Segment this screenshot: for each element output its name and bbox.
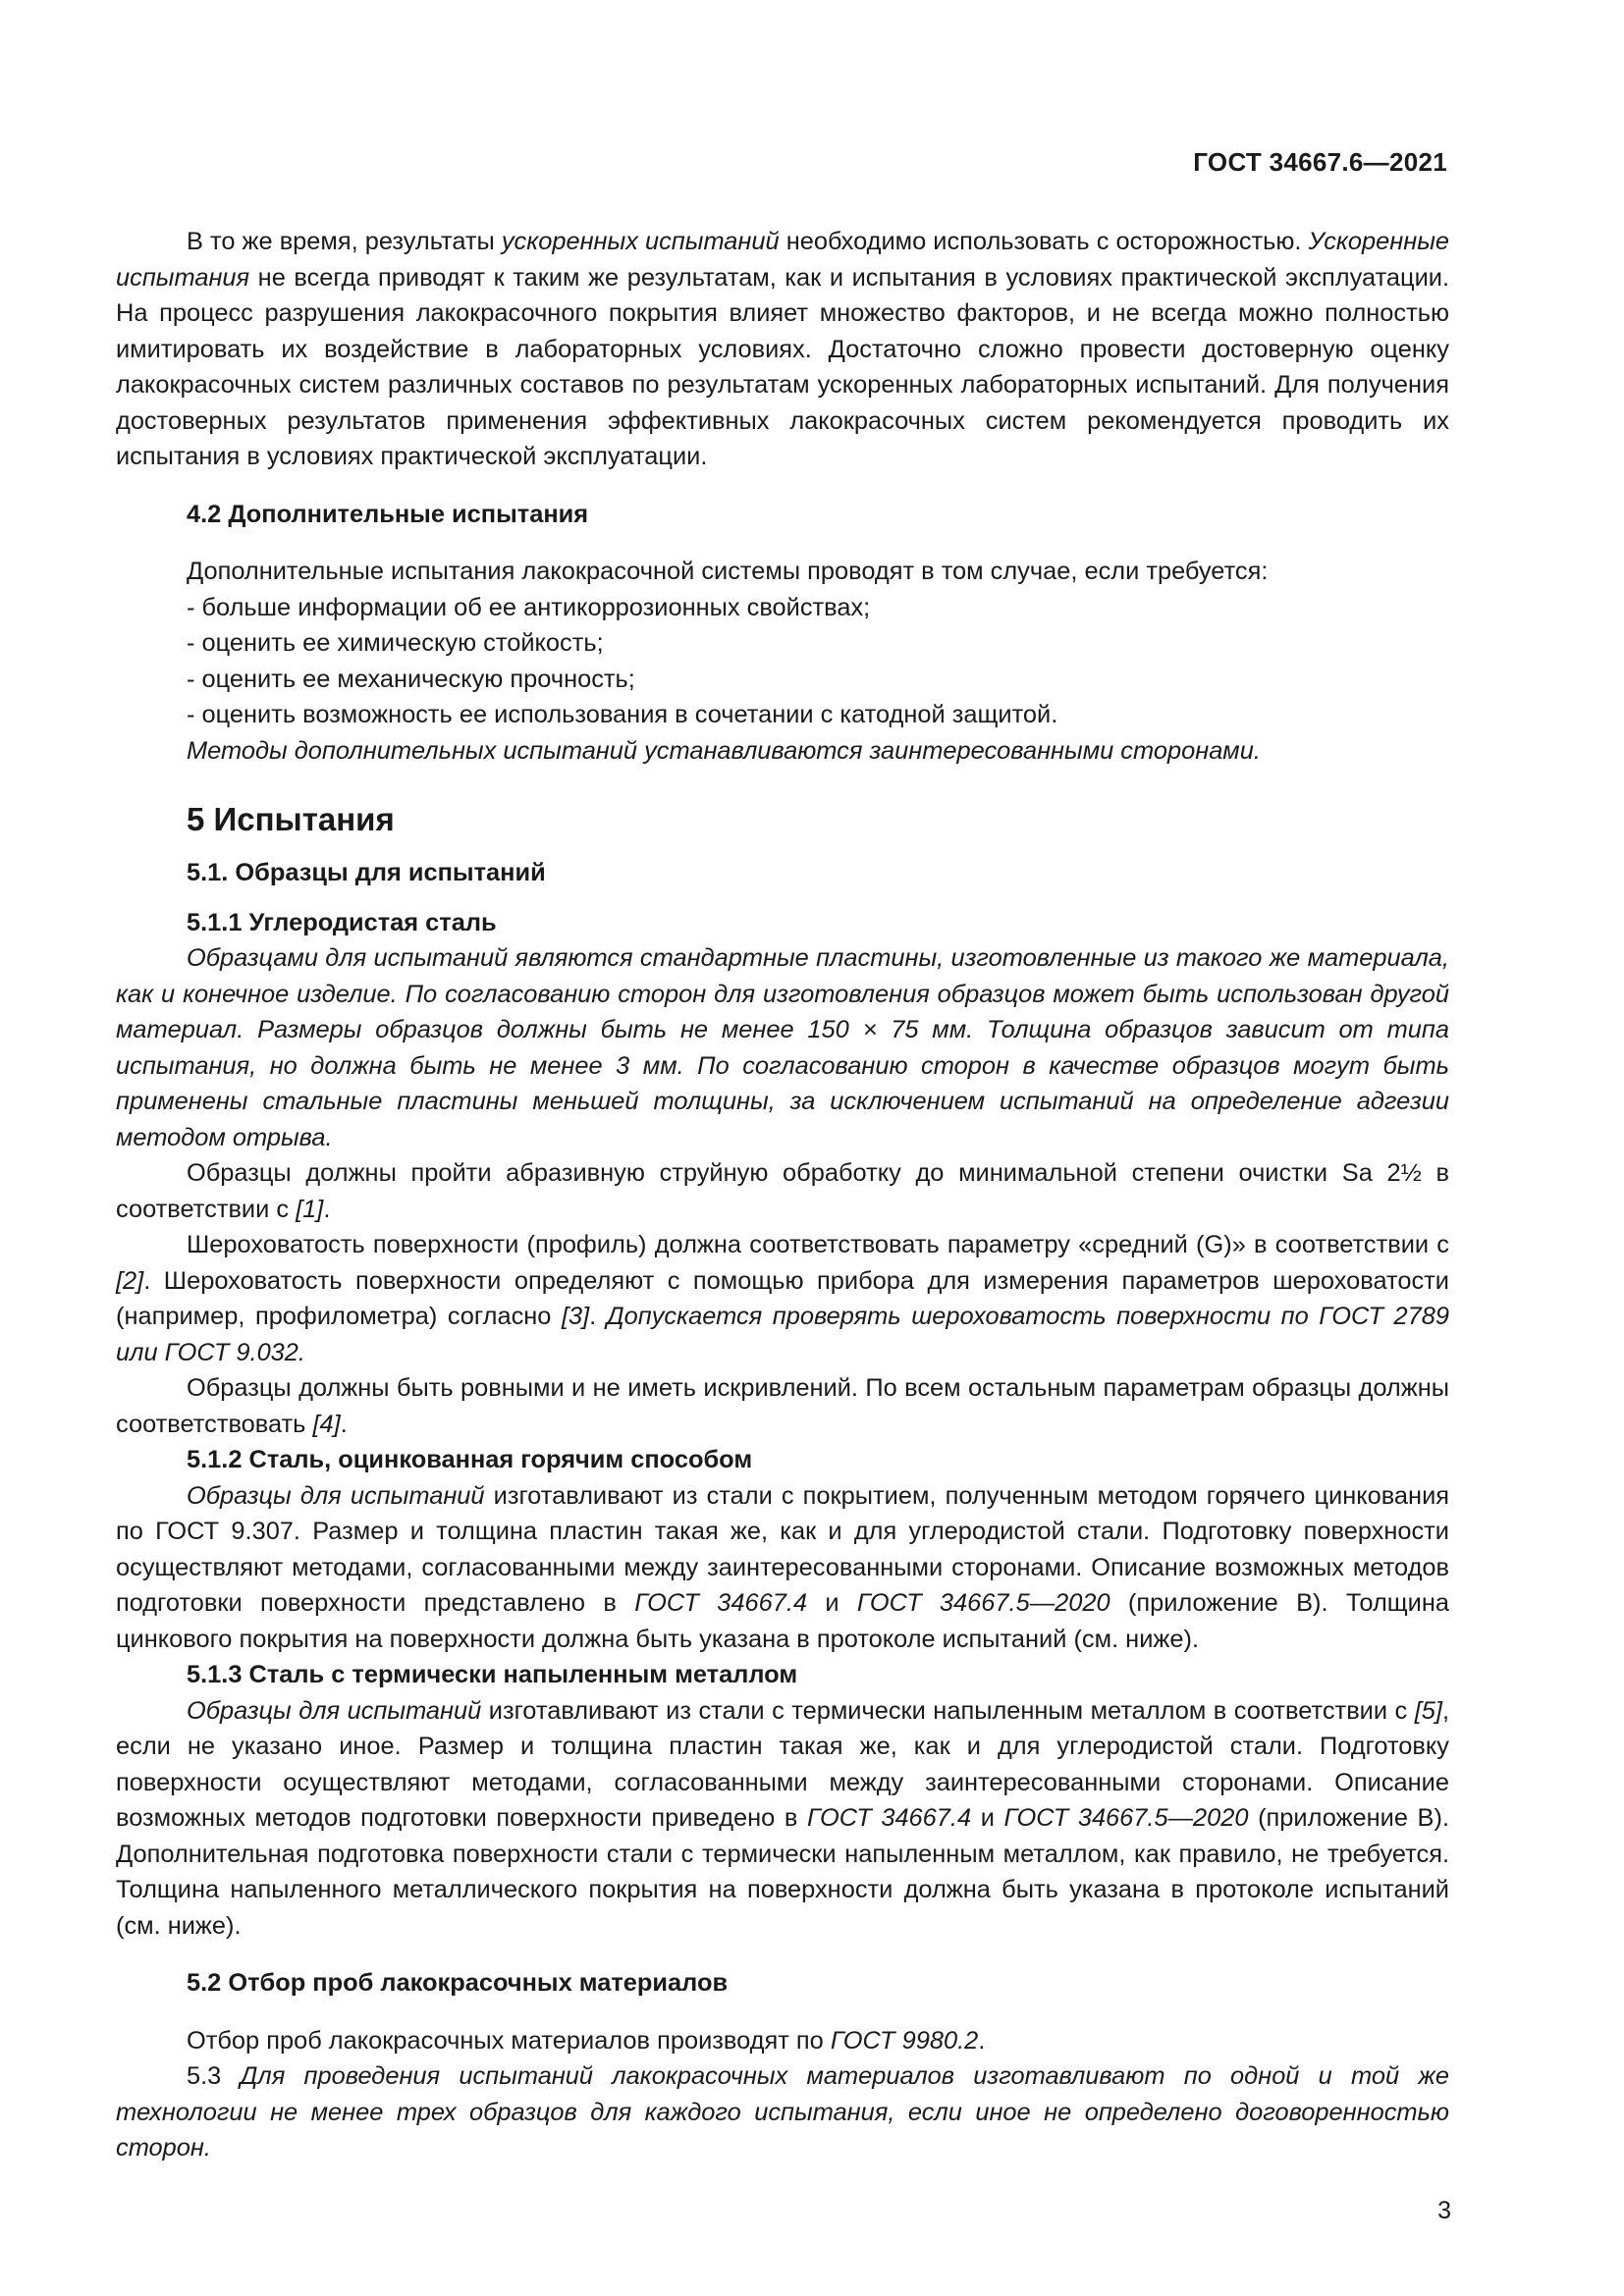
text-run: и — [971, 1804, 1004, 1832]
standard-ref: ГОСТ 34667.5—2020 — [1003, 1804, 1249, 1832]
citation-ref: [3] — [561, 1303, 590, 1330]
text-run: и — [807, 1589, 857, 1617]
heading-5-2: 5.2 Отбор проб лакокрасочных материалов — [187, 1969, 729, 1997]
heading-4-2: 4.2 Дополнительные испытания — [187, 500, 589, 528]
text-run: 5.3 — [187, 2062, 241, 2090]
heading-5-1-1: 5.1.1 Углеродистая сталь — [187, 908, 497, 936]
heading-5: 5 Испытания — [187, 801, 395, 837]
standard-ref: ГОСТ 34667.4 — [807, 1804, 972, 1832]
text-run: . — [340, 1410, 348, 1438]
text-run: изготавливают из стали с покрытием, полученным методом горячего цинкования по ГОСТ 9.307. Размер и толщина пластин такая же, как и для углеродистой стали. Подготовку поверхности осуществляют методами, согласованными между заинтересованными сторонами. Описание возможных методов подготовки поверхности представлено в — [116, 1481, 1450, 1617]
text-run: Отбор проб лакокрасочных материалов производят по — [187, 2026, 831, 2055]
text-run: (приложение В). Толщина цинкового покрытия на поверхности должна быть указана в протоколе испытаний (см. ниже). — [116, 1589, 1449, 1653]
paragraph-intro — [116, 224, 1449, 475]
text-run: необходимо использовать с осторожностью. — [779, 228, 1309, 255]
standard-ref: ГОСТ 34667.4 — [634, 1589, 808, 1617]
citation-ref: [4] — [312, 1410, 341, 1438]
italic-term: Образцы для испытаний — [187, 1481, 485, 1510]
paragraph-4-2-intro: Дополнительные испытания лакокрасочной системы проводят в том случае, если требуется: — [187, 558, 1269, 585]
italic-text: Допускается проверять шероховатость поверхности по ГОСТ 2789 или ГОСТ 9.032. — [116, 1303, 1449, 1366]
italic-term: Ускоренные испытания — [116, 228, 1449, 292]
citation-ref: [1] — [296, 1195, 324, 1223]
text-run: Шероховатость поверхности (профиль) должна соответствовать параметру «средний (G)» в соответствии с — [187, 1231, 1449, 1258]
page-number: 3 — [1437, 2197, 1451, 2224]
text-run: Образцы должны быть ровными и не иметь искривлений. По всем остальным параметрам образцы должны соответствовать — [116, 1374, 1449, 1438]
citation-ref: [2] — [116, 1266, 144, 1295]
paragraph-5-1-1-b — [116, 1155, 1449, 1227]
text-run: . — [323, 1195, 331, 1223]
paragraph-5-2 — [116, 2023, 1449, 2059]
running-header: ГОСТ 34667.6—2021 — [1193, 147, 1447, 177]
text-run: изготавливают из стали с термически напыленным металлом в соответствии с — [481, 1696, 1415, 1725]
text-run: (приложение В). Дополнительная подготовка поверхности стали с термически напыленным металлом, как правило, не требуется. Толщина напыленного металлического покрытия на поверхности должна быть указана в протоколе испытаний (см. ниже). — [116, 1804, 1450, 1940]
heading-5-1-3: 5.1.3 Сталь с термически напыленным металлом — [187, 1661, 798, 1688]
italic-text: Образцами для испытаний являются стандартные пластины, изготовленные из такого же материала, как и конечное изделие. По согласованию сторон для изготовления образцов может быть использован другой материал. Размеры образцов должны быть не менее 150 × 75 мм. Толщина образцов зависит от типа испытания, но должна быть не менее 3 мм. По согласованию сторон в качестве образцов могут быть применены стальные пластины меньшей толщины, за исключением испытаний на определение адгезии методом отрыва. — [116, 944, 1449, 1151]
list-item: - оценить ее механическую прочность; — [187, 665, 635, 693]
list-item: - больше информации об ее антикоррозионных свойствах; — [187, 593, 871, 621]
page-content — [116, 224, 1449, 2166]
italic-note: Методы дополнительных испытаний устанавливаются заинтересованными сторонами. — [187, 736, 1261, 765]
paragraph-4-2-note — [116, 733, 1449, 770]
text-run: не всегда приводят к таким же результатам, как и испытания в условиях практической эксплуатации. На процесс разрушения лакокрасочного покрытия влияет множество факторов, и не всегда можно полностью имитировать их воздействие в лабораторных условиях. Достаточно сложно провести достоверную оценку лакокрасочных систем различных составов по результатам ускоренных лабораторных испытаний. Для получения достоверных результатов применения эффективных лакокрасочных систем рекомендуется проводить их испытания в условиях практической эксплуатации. — [116, 263, 1449, 470]
italic-term: Образцы для испытаний — [187, 1696, 482, 1725]
paragraph-5-1-1-d — [116, 1370, 1449, 1442]
paragraph-5-3 — [116, 2058, 1449, 2166]
text-run: . — [589, 1303, 607, 1330]
paragraph-5-1-1-c — [116, 1227, 1449, 1370]
italic-term: ускоренных испытаний — [501, 228, 780, 255]
standard-ref: ГОСТ 34667.5—2020 — [856, 1589, 1110, 1617]
paragraph-5-1-2 — [116, 1478, 1449, 1658]
text-run: . Шероховатость поверхности определяют с помощью прибора для измерения параметров шероховатости (например, профилометра) согласно — [116, 1266, 1449, 1330]
list-item: - оценить ее химическую стойкость; — [187, 629, 604, 657]
paragraph-5-1-1-a — [116, 940, 1449, 1155]
text-run: Образцы должны пройти абразивную струйную обработку до минимальной степени очистки Sa 2½ в соответствии с — [116, 1159, 1449, 1223]
text-run: . — [978, 2026, 986, 2055]
standard-ref: ГОСТ 9980.2 — [830, 2026, 979, 2055]
text-run: В то же время, результаты — [187, 228, 502, 255]
heading-5-1-2: 5.1.2 Сталь, оцинкованная горячим способом — [187, 1446, 753, 1473]
italic-text: Для проведения испытаний лакокрасочных материалов изготавливают по одной и той же технологии не менее трех образцов для каждого испытания, если иное не определено договоренностью сторон. — [116, 2062, 1449, 2162]
text-run: , если не указано иное. Размер и толщина пластин такая же, как и для углеродистой стали. Подготовку поверхности осуществляют методами, согласованными между заинтересованными сторонами. Описание возможных методов подготовки поверхности приведено в — [116, 1696, 1449, 1832]
paragraph-5-1-3 — [116, 1693, 1449, 1945]
citation-ref: [5] — [1414, 1696, 1442, 1725]
heading-5-1: 5.1. Образцы для испытаний — [187, 859, 546, 886]
list-item: - оценить возможность ее использования в сочетании с катодной защитой. — [187, 701, 1058, 728]
